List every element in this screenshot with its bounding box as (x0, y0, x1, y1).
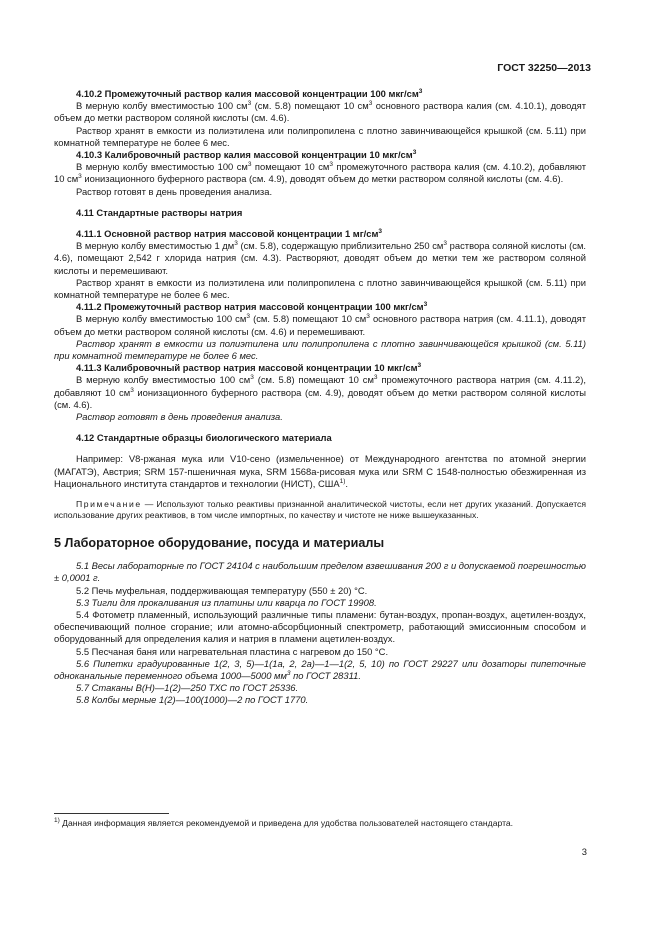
list-item: 5.2 Печь муфельная, поддерживающая температуру (550 ± 20) °С. (76, 584, 368, 596)
paragraph: В мерную колбу вместимостью 1 $дм^3$ (см. 5.8), содержащую приблизительно 250 $см^3$ раствора соляной кислоты (см. 4.6), помещают 2,542 г хлорида натрия (см. 4.3). Растворяют, доводят объем до метки тем же раствором соляной кислоты и перемешивают. (54, 240, 586, 276)
paragraph: В мерную колбу вместимостью 100 $см^3$ помещают 10 $см^3$ промежуточного раствора калия (см. 4.10.2), добавляют 10 $см^3$ ионизационного буферного раствора (см. 4.9), доводят объем до метки раствором соляной кислоты (см. 4.6). (54, 161, 586, 185)
document-code: ГОСТ 32250—2013 (497, 62, 591, 74)
footnote: $^{1)}$ Данная информация является рекомендуемой и приведена для удобства пользователей настоящего стандарта. (54, 817, 514, 828)
page-number: 3 (581, 846, 587, 857)
paragraph: Раствор готовят в день проведения анализа. (76, 411, 283, 423)
paragraph: Раствор готовят в день проведения анализа. (76, 185, 273, 197)
section-heading-4-11-3: 4.11.3 Калибровочный раствор натрия массовой концентрации 10 мкг/$см^3$ (76, 362, 422, 374)
section-heading-4-11-2: 4.11.2 Промежуточный раствор натрия массовой концентрации 100 мкг/$см^3$ (76, 301, 428, 313)
section-title-5: 5 Лабораторное оборудование, посуда и материалы (54, 536, 385, 551)
note: Примечание — Используют только реактивы признанной аналитической чистоты, если нет других указаний. Допускается использование других реактивов, в том числе импортных, по качеству и чистоте не ниже вышеуказанных. (54, 499, 586, 521)
paragraph: Например: V8-ржаная мука или V10-сено (измельченное) от Международного агентства по атомной энергии (МАГАТЭ), Австрия; SRM 157-пшеничная мука, SRM 1568a-рисовая мука или SRM C 1548-полностью обезжиренная из Национального института стандартов и технологии (НИСТ), США$^{1)}$. (54, 453, 586, 489)
list-item: 5.1 Весы лабораторные по ГОСТ 24104 с наибольшим пределом взвешивания 200 г и допускаемой погрешностью ± 0,0001 г. (54, 560, 586, 584)
list-item: 5.6 Пипетки градуированные 1(2, 3, 5)—1(1а, 2, 2а)—1—1(2, 5, 10) по ГОСТ 29227 или дозаторы пипеточные одноканальные переменного объема 1000—5000 $мм^3$ по ГОСТ 28311. (54, 657, 586, 681)
section-heading-4-10-2: 4.10.2 Промежуточный раствор калия массовой концентрации 100 мкг/$см^3$ (76, 88, 423, 99)
paragraph: В мерную колбу вместимостью 100 $см^3$ (см. 5.8) помещают 10 $см^3$ основного раствора натрия (см. 4.11.1), доводят объем до метки раствором соляной кислоты (см. 4.6) и перемешивают. (54, 313, 587, 337)
list-item: 5.7 Стаканы В(Н)—1(2)—250 ТХС по ГОСТ 25336. (76, 682, 299, 694)
paragraph: В мерную колбу вместимостью 100 $см^3$ (см. 5.8) помещают 10 $см^3$ промежуточного раствора натрия (см. 4.11.2), добавляют 10 $см^3$ ионизационного буферного раствора (см. 4.9), доводят объем до метки раствором соляной кислоты (см. 4.6). (54, 374, 586, 410)
section-heading-4-12: 4.12 Стандартные образцы биологического материала (76, 432, 332, 444)
section-heading-4-10-3: 4.10.3 Калибровочный раствор калия массовой концентрации 10 мкг/$см^3$ (76, 149, 417, 161)
paragraph: Раствор хранят в емкости из полиэтилена или полипропилена с плотно завинчивающейся крышкой (см. 5.11) при комнатной температуре не более 6 мес. (54, 276, 586, 301)
section-heading-4-11-1: 4.11.1 Основной раствор натрия массовой концентрации 1 $мг/см^3$ (76, 228, 383, 240)
section-heading-4-11: 4.11 Стандартные растворы натрия (76, 206, 243, 218)
paragraph: Раствор хранят в емкости из полиэтилена или полипропилена с плотно завинчивающейся крышкой (см. 5.11) при комнатной температуре не более 6 мес. (54, 124, 586, 148)
list-item: 5.3 Тигли для прокаливания из платины или кварца по ГОСТ 19908. (76, 596, 377, 608)
footnote-separator (54, 813, 169, 814)
note-label: Примечание (76, 499, 142, 510)
list-item: 5.5 Песчаная баня или нагревательная пластина с нагревом до 150 °С. (76, 645, 389, 657)
paragraph: В мерную колбу вместимостью 100 $см^3$ (см. 5.8) помещают 10 $см^3$ основного раствора калия (см. 4.10.1), доводят объем до метки раствором соляной кислоты (см. 4.6). (54, 100, 586, 124)
list-item: 5.8 Колбы мерные 1(2)—100(1000)—2 по ГОСТ 1770. (76, 694, 309, 706)
list-item: 5.4 Фотометр пламенный, использующий различные типы пламени: бутан-воздух, пропан-воздух, ацетилен-воздух, обеспечивающий полное сгорание; или атомно-абсорбционный спектрометр, работающий эмиссионным способом и оборудованный для определения калия и натрия в пламени ацетилен-воздух. (54, 608, 586, 645)
paragraph: Раствор хранят в емкости из полиэтилена или полипропилена с плотно завинчивающейся крышкой (см. 5.11) при комнатной температуре не более 6 мес. (54, 337, 586, 362)
page-body (54, 88, 586, 707)
